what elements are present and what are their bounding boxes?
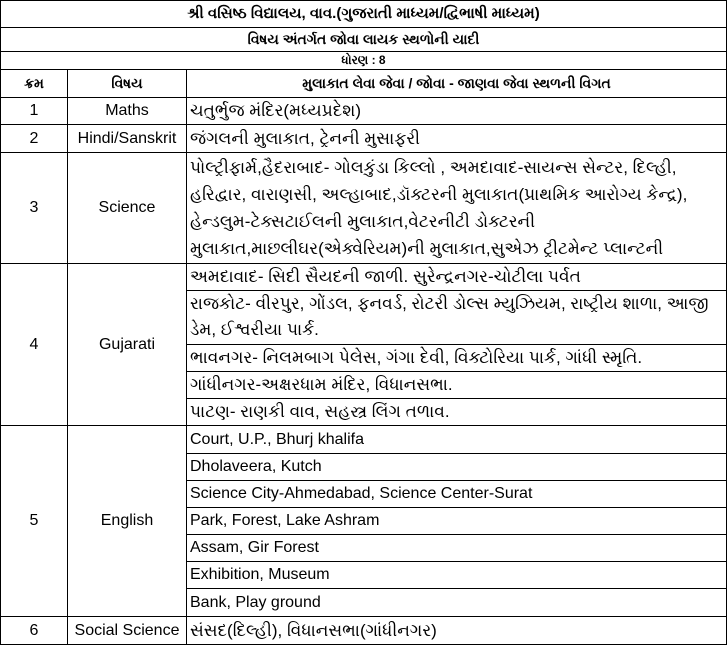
row-no: 5 bbox=[29, 512, 39, 529]
row-place-cell bbox=[187, 508, 727, 535]
standard-label: ધોરણ : 8 bbox=[341, 53, 386, 67]
row-place-cell bbox=[187, 454, 727, 481]
row-place-cell bbox=[187, 617, 727, 645]
table-row bbox=[1, 264, 727, 291]
row-place-cell bbox=[187, 372, 727, 399]
row-subject-cell bbox=[68, 125, 187, 153]
header-subject: વિષય bbox=[111, 75, 143, 91]
row-subject-cell bbox=[68, 98, 187, 125]
row-place-cell bbox=[187, 291, 727, 345]
list-title-row bbox=[1, 28, 727, 52]
row-subject: Hindi/Sanskrit bbox=[77, 130, 177, 147]
row-place-cell bbox=[187, 153, 727, 264]
list-title: વિષય અંતર્ગત જોવા લાયક સ્થળોની યાદી bbox=[247, 31, 480, 47]
table-row bbox=[1, 153, 727, 264]
row-place-cell bbox=[187, 481, 727, 508]
row-subject: English bbox=[100, 512, 154, 529]
header-subject-cell bbox=[68, 70, 187, 98]
row-no-cell bbox=[1, 153, 68, 264]
standard-row bbox=[1, 52, 727, 70]
row-place-cell bbox=[187, 98, 727, 125]
row-place-cell bbox=[187, 125, 727, 153]
row-place: રાજકોટ- વીરપુર, ગોંડલ, ફનવર્ડ, રોટરી ડોલ્સ મ્યુઝિયમ, રાષ્ટ્રીય શાળા, આજી ડેમ, ઈશ્વરીયા પાર્ક. bbox=[190, 294, 709, 339]
row-place: પોલ્ટ્રીફાર્મ,હૈદરાબાદ- ગોલકુંડા કિલ્લો , અમદાવાદ-સાયન્સ સેન્ટર, દિલ્હી, હરિદ્વાર, વારાણસી, અલ્હાબાદ,ડૉક્ટરની મુલાકાત(પ્રાથમિક આરોગ્ય કેન્દ્ર), હેન્ડલુમ-ટેક્સટાઈલની મુલાકાત,વેટરનીટી ડોક્ટરની મુલાકાત,માછલીઘર(એક્વેરિયમ)ની મુલાકાત,સુએઝ ટ્રીટમેન્ટ પ્લાન્ટની bbox=[190, 158, 688, 258]
row-place: Assam, Gir Forest bbox=[190, 539, 319, 556]
row-place: Court, U.P., Bhurj khalifa bbox=[190, 431, 365, 448]
header-no: ક્રમ bbox=[24, 75, 44, 91]
row-subject-cell bbox=[68, 426, 187, 617]
row-no-cell bbox=[1, 125, 68, 153]
row-no: 1 bbox=[29, 102, 39, 119]
row-subject: Social Science bbox=[74, 622, 180, 639]
row-no: 6 bbox=[29, 622, 39, 639]
row-place-cell bbox=[187, 589, 727, 617]
header-details-cell bbox=[187, 70, 727, 98]
table-row bbox=[1, 426, 727, 454]
row-subject-cell bbox=[68, 153, 187, 264]
header-no-cell bbox=[1, 70, 68, 98]
row-place: સંસદ(દિલ્હી), વિધાનસભા(ગાંધીનગર) bbox=[190, 621, 437, 640]
row-place-cell bbox=[187, 345, 727, 372]
school-title: શ્રી વસિષ્ઠ વિદ્યાલય, વાવ.(ગુજરાતી માધ્યમ/દ્વિભાષી માધ્યમ) bbox=[187, 5, 540, 22]
table-row bbox=[1, 125, 727, 153]
row-place: Science City-Ahmedabad, Science Center-Surat bbox=[190, 485, 533, 502]
row-subject-cell bbox=[68, 617, 187, 645]
row-no: 4 bbox=[29, 335, 39, 353]
row-subject-cell bbox=[68, 264, 187, 426]
row-place: અમદાવાદ- સિદી સૈયદની જાળી. સુરેન્દ્રનગર-ચોટીલા પર્વત bbox=[190, 267, 581, 286]
row-place: Dholaveera, Kutch bbox=[190, 458, 322, 475]
row-place-cell bbox=[187, 399, 727, 426]
row-place: પાટણ- રાણકી વાવ, સહસ્ત્ર લિંગ તળાવ. bbox=[190, 402, 450, 421]
row-no: 3 bbox=[29, 199, 39, 216]
row-subject: Maths bbox=[105, 102, 149, 119]
school-title-row bbox=[1, 1, 727, 28]
header-details: મુલાકાત લેવા જેવા / જોવા - જાણવા જેવા સ્થળની વિગત bbox=[302, 75, 611, 91]
row-no-cell bbox=[1, 264, 68, 426]
row-no-cell bbox=[1, 617, 68, 645]
table-row bbox=[1, 98, 727, 125]
row-no-cell bbox=[1, 98, 68, 125]
row-place-cell bbox=[187, 264, 727, 291]
header-row bbox=[1, 70, 727, 98]
row-subject: Gujarati bbox=[98, 335, 156, 353]
row-subject: Science bbox=[98, 199, 156, 216]
row-place: Bank, Play ground bbox=[190, 594, 321, 611]
row-place-cell bbox=[187, 426, 727, 454]
table-row bbox=[1, 617, 727, 645]
standard-cell bbox=[1, 52, 727, 70]
row-place: ચતુર્ભુજ મંદિર(મધ્યપ્રદેશ) bbox=[190, 101, 362, 120]
row-no-cell bbox=[1, 426, 68, 617]
row-place-cell bbox=[187, 562, 727, 589]
row-place-cell bbox=[187, 535, 727, 562]
row-place: જંગલની મુલાકાત, ટ્રેનની મુસાફરી bbox=[190, 129, 421, 148]
row-place: Exhibition, Museum bbox=[190, 566, 330, 583]
row-place: ભાવનગર- નિલમબાગ પેલેસ, ગંગા દેવી, વિક્ટોરિયા પાર્ક, ગાંધી સ્મૃતિ. bbox=[190, 348, 643, 367]
school-title-cell bbox=[1, 1, 727, 28]
list-title-cell bbox=[1, 28, 727, 52]
row-place: Park, Forest, Lake Ashram bbox=[190, 512, 380, 529]
row-place: ગાંધીનગર-અક્ષરધામ મંદિર, વિધાનસભા. bbox=[190, 375, 453, 394]
row-no: 2 bbox=[29, 130, 39, 147]
